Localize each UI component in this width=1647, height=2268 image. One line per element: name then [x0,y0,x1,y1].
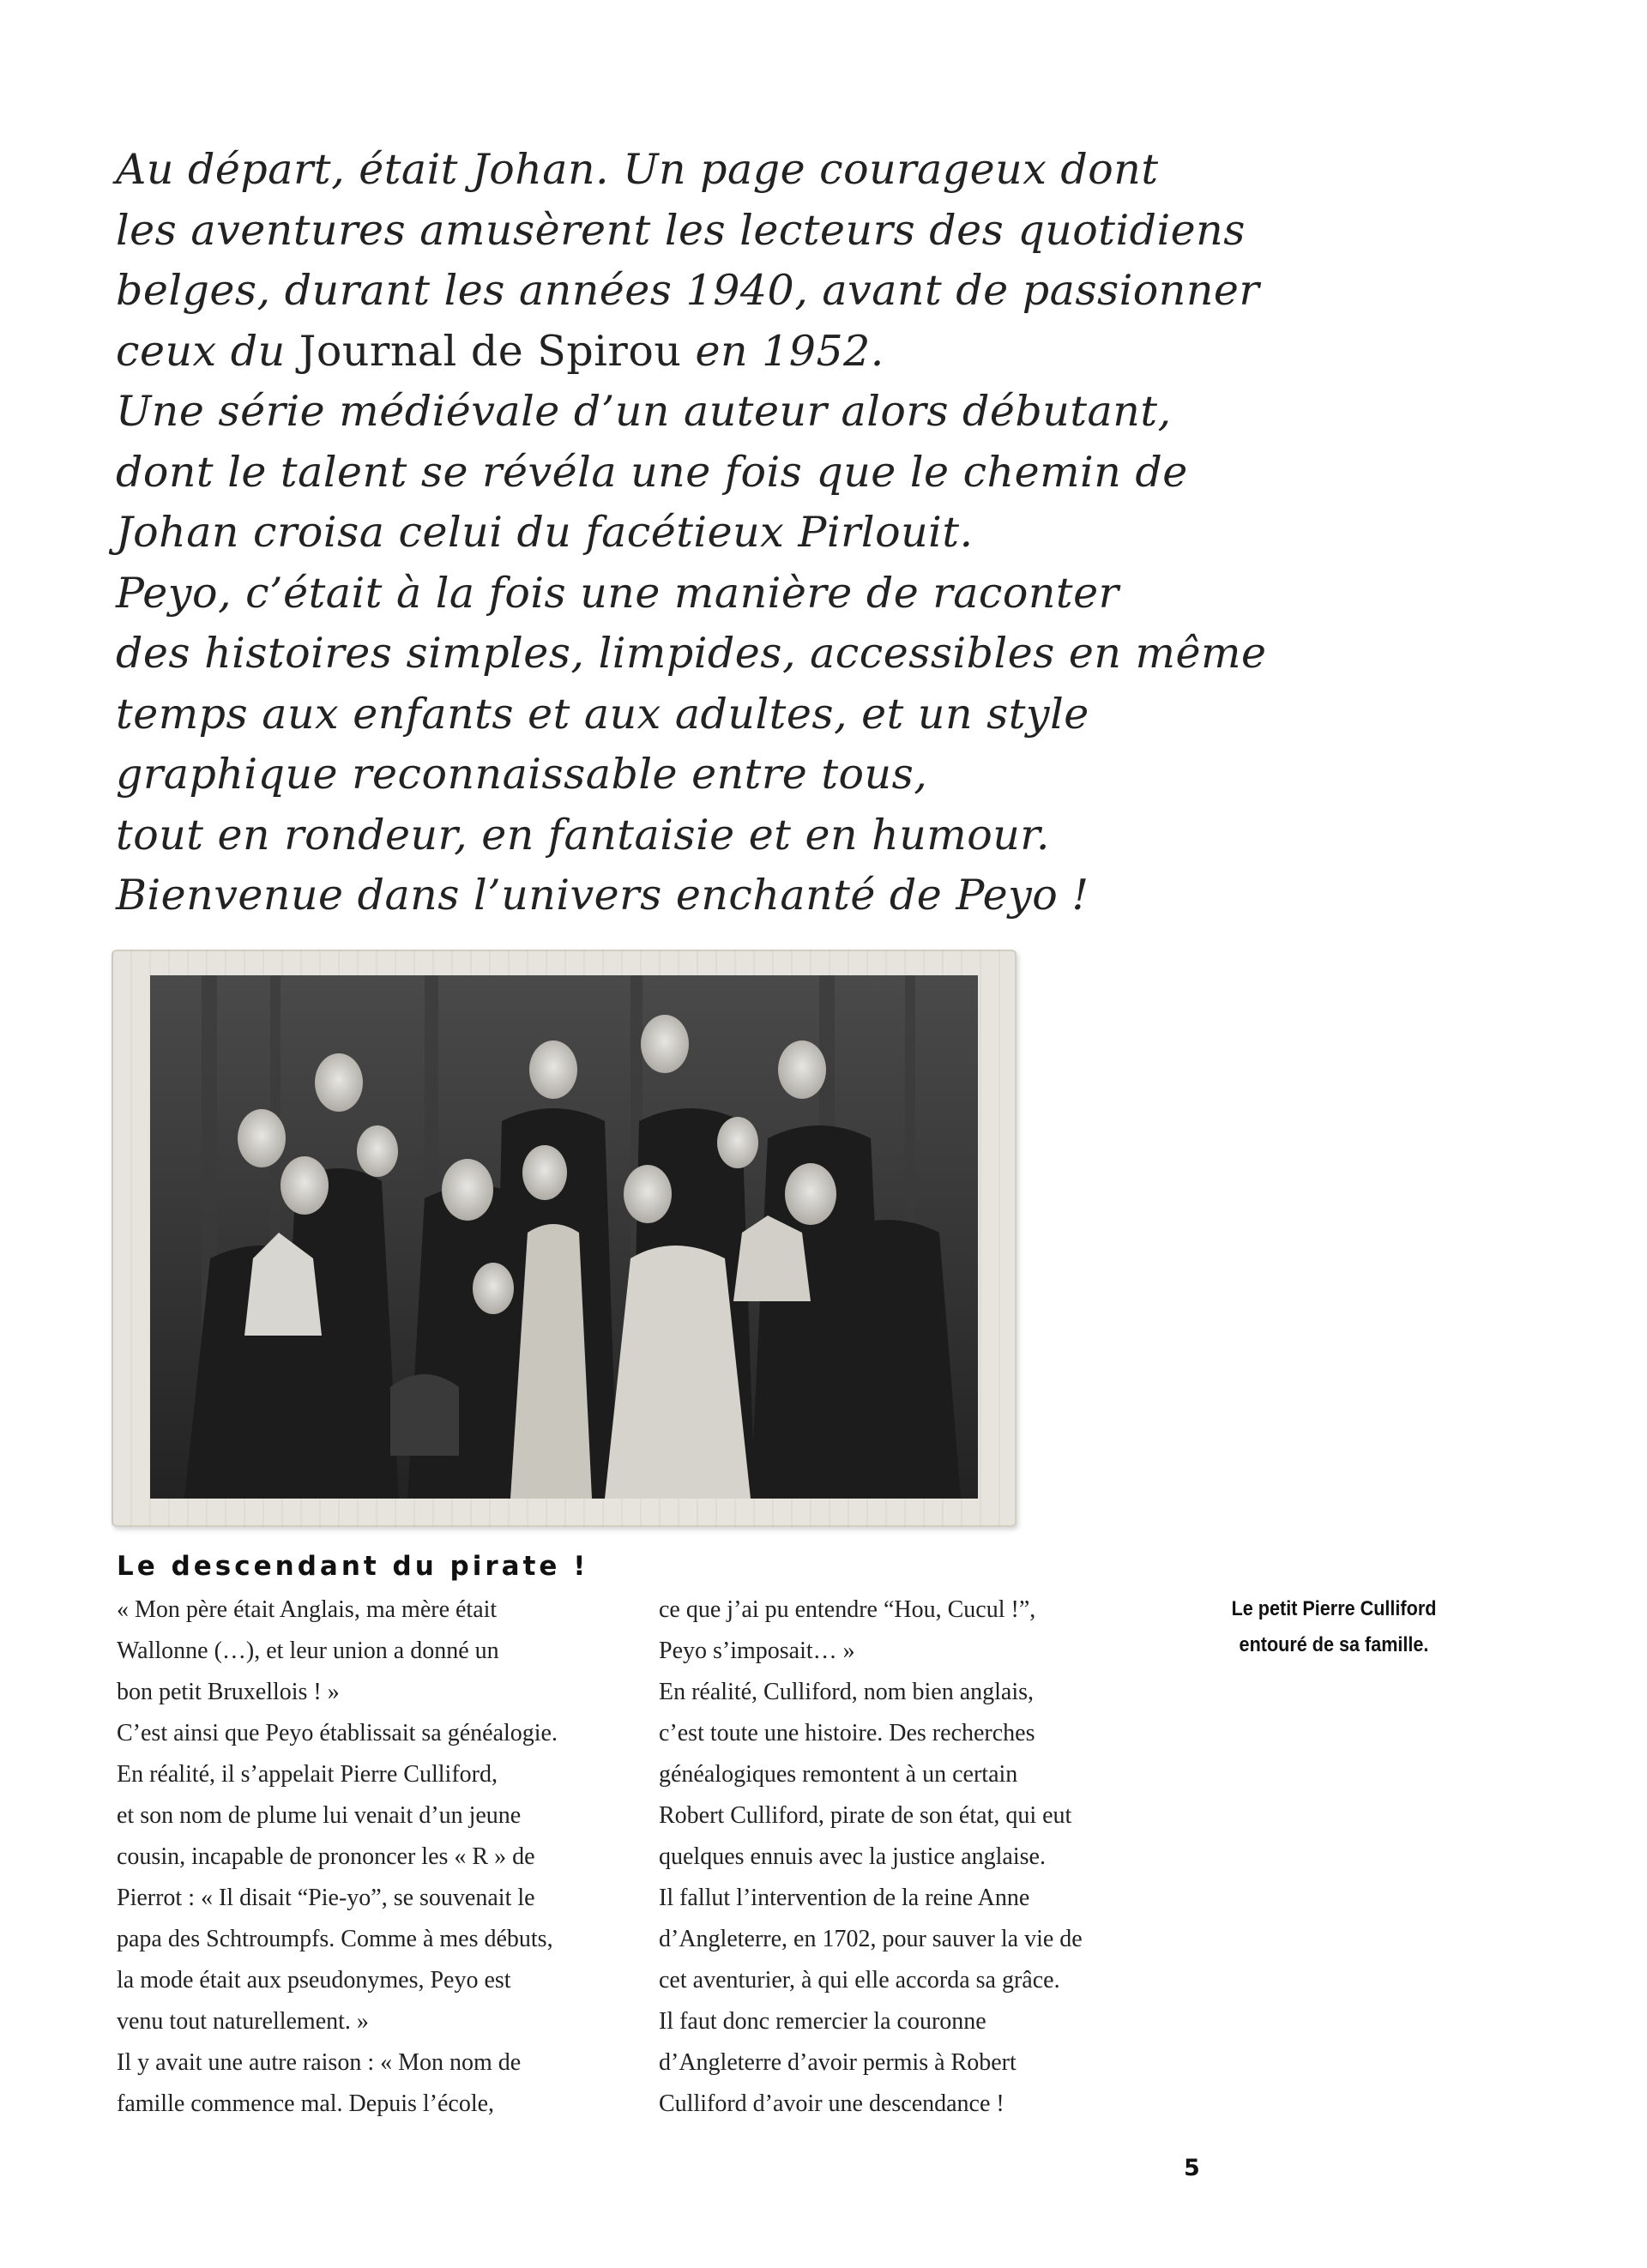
caption-line: entouré de sa famille. [1239,1633,1429,1656]
article-line: cousin, incapable de prononcer les « R » de [117,1843,535,1870]
article-line: d’Angleterre, en 1702, pour sauver la vie de [659,1926,1083,1952]
intro-line: temps aux enfants et aux adultes, et un style [116,689,1089,739]
family-photo [150,975,978,1499]
intro-line-4-post: en 1952. [695,326,884,376]
article-line: Il y avait une autre raison : « Mon nom de [117,2049,522,2076]
intro-line: tout en rondeur, en fantaisie et en humour. [116,810,1050,860]
article-line: la mode était aux pseudonymes, Peyo est [117,1967,511,1994]
article-line: quelques ennuis avec la justice anglaise. [659,1843,1046,1870]
article-line: famille commence mal. Depuis l’école, [117,2090,495,2117]
intro-line: graphique reconnaissable entre tous, [116,750,928,799]
intro-line: Peyo, c’était à la fois une manière de raconter [116,568,1119,618]
article-line: c’est toute une histoire. Des recherches [659,1720,1035,1746]
intro-line: dont le talent se révéla une fois que le chemin de [116,447,1188,497]
article-line: « Mon père était Anglais, ma mère était [117,1596,498,1623]
article-line: bon petit Bruxellois ! » [117,1679,340,1705]
article-line: et son nom de plume lui venait d’un jeune [117,1802,522,1829]
intro-line-4-pre: ceux du [116,326,286,376]
article-line: d’Angleterre d’avoir permis à Robert [659,2049,1017,2076]
page-number: 5 [1184,2155,1200,2181]
article-column-left [117,1589,631,2125]
intro-paragraph [116,140,1267,926]
intro-line: les aventures amusèrent les lecteurs des quotidiens [116,205,1246,255]
intro-line: des histoires simples, limpides, accessibles en même [116,629,1267,678]
article-line: Wallonne (…), et leur union a donné un [117,1638,499,1664]
article-line: ce que j’ai pu entendre “Hou, Cucul !”, [659,1596,1036,1623]
article-line: cet aventurier, à qui elle accorda sa grâce. [659,1967,1060,1994]
intro-line: Bienvenue dans l’univers enchanté de Peyo ! [116,871,1089,920]
article-line: papa des Schtroumpfs. Comme à mes débuts, [117,1926,553,1952]
article-line: Peyo s’imposait… » [659,1638,855,1664]
journal-title: Journal de Spirou [299,326,682,376]
intro-line: belges, durant les années 1940, avant de passionner [116,266,1260,315]
article-title: Le descendant du pirate ! [117,1551,589,1582]
photo-caption [1210,1591,1457,1663]
article-line: généalogiques remontent à un certain [659,1761,1018,1788]
intro-line: Une série médiévale d’un auteur alors débutant, [116,387,1172,436]
family-photo-illustration [150,975,978,1499]
article-line: En réalité, il s’appelait Pierre Culliford, [117,1761,498,1788]
article-line: Pierrot : « Il disait “Pie-yo”, se souvenait le [117,1885,535,1911]
article-line: Culliford d’avoir une descendance ! [659,2090,1004,2117]
article-line: Robert Culliford, pirate de son état, qui eut [659,1802,1072,1829]
article-line: En réalité, Culliford, nom bien anglais, [659,1679,1035,1705]
intro-line: Johan croisa celui du facétieux Pirlouit. [116,508,974,557]
article-line: venu tout naturellement. » [117,2008,369,2035]
intro-line: Au départ, était Johan. Un page courageux dont [116,145,1159,194]
article-line: Il fallut l’intervention de la reine Anne [659,1885,1030,1911]
article-line: Il faut donc remercier la couronne [659,2008,986,2035]
article-column-right [659,1589,1173,2125]
caption-line: Le petit Pierre Culliford [1231,1597,1437,1620]
article-line: C’est ainsi que Peyo établissait sa généalogie. [117,1720,558,1746]
family-photo-frame [112,950,1017,1527]
intro-line [116,322,1188,383]
